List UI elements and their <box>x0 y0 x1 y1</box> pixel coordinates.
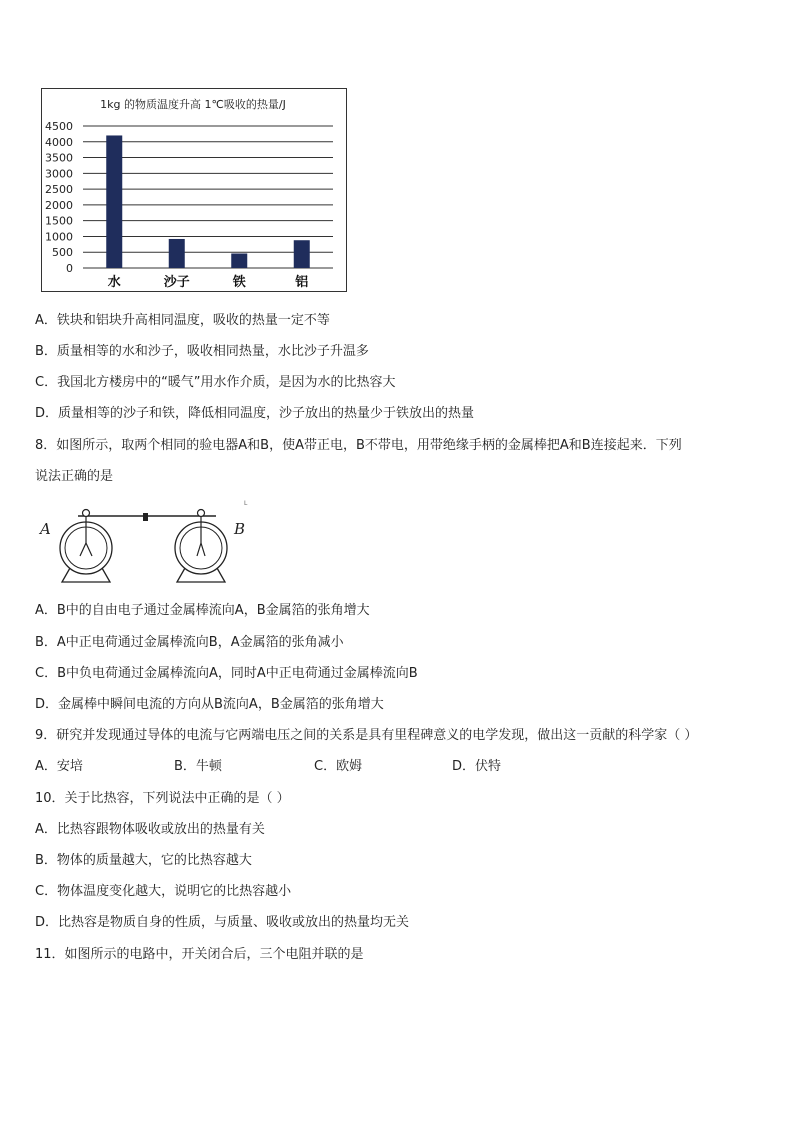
q8-stem-line1: 8．如图所示，取两个相同的验电器A和B，使A带正电，B不带电，用带绝缘手柄的金属棒把A和B连接起来．下列 <box>35 438 682 453</box>
category-label: 铁 <box>232 275 246 290</box>
q9-option-a: A．安培 <box>35 759 83 774</box>
q10-stem: 10．关于比热容，下列说法中正确的是（ ） <box>35 791 290 806</box>
q9-stem: 9．研究并发现通过导体的电流与它两端电压之间的关系是具有里程碑意义的电学发现，做出这一贡献的科学家（ ） <box>35 728 698 743</box>
y-tick-label: 3500 <box>45 151 73 165</box>
bar-1 <box>169 239 185 268</box>
q9-options <box>35 758 635 776</box>
q7-option-b: B．质量相等的水和沙子，吸收相同热量，水比沙子升温多 <box>35 344 369 359</box>
q9-option-d: D．伏特 <box>452 759 502 774</box>
q11-stem: 11．如图所示的电路中，开关闭合后，三个电阻并联的是 <box>35 947 364 962</box>
electroscope-b <box>175 510 227 583</box>
category-label: 沙子 <box>163 275 190 290</box>
q8-option-c: C．B中负电荷通过金属棒流向A，同时A中正电荷通过金属棒流向B <box>35 666 418 681</box>
specific-heat-bar-chart <box>41 88 347 292</box>
category-label: 铝 <box>295 275 309 290</box>
insulating-handle <box>143 513 148 521</box>
q9-option-c: C．欧姆 <box>314 759 363 774</box>
y-tick-label: 500 <box>52 246 73 260</box>
electroscope-a <box>60 510 112 583</box>
q7-option-a: A．铁块和铝块升高相同温度，吸收的热量一定不等 <box>35 313 330 328</box>
electroscope-a-label: A <box>40 520 51 538</box>
corner-mark: L <box>244 500 248 507</box>
y-tick-label: 0 <box>66 262 73 275</box>
bar-0 <box>106 135 122 268</box>
bar-3 <box>294 240 310 268</box>
bar-2 <box>231 253 247 268</box>
q10-option-a: A．比热容跟物体吸收或放出的热量有关 <box>35 822 265 837</box>
y-tick-label: 4500 <box>45 120 73 133</box>
q8-option-b: B．A中正电荷通过金属棒流向B，A金属箔的张角减小 <box>35 635 344 650</box>
y-tick-label: 1500 <box>45 214 73 228</box>
chart-title: 1kg 的物质温度升高 1℃吸收的热量/J <box>100 98 286 111</box>
y-tick-label: 4000 <box>45 135 73 149</box>
y-tick-label: 2000 <box>45 198 73 212</box>
q10-option-d: D．比热容是物质自身的性质，与质量、吸收或放出的热量均无关 <box>35 915 410 930</box>
q8-option-a: A．B中的自由电子通过金属棒流向A，B金属箔的张角增大 <box>35 603 370 618</box>
q7-option-d: D．质量相等的沙子和铁，降低相同温度，沙子放出的热量少于铁放出的热量 <box>35 406 475 421</box>
y-tick-label: 2500 <box>45 183 73 197</box>
q8-option-d: D．金属棒中瞬间电流的方向从B流向A，B金属箔的张角增大 <box>35 697 384 712</box>
q7-option-c: C．我国北方楼房中的“暖气”用水作介质，是因为水的比热容大 <box>35 375 396 390</box>
q10-option-c: C．物体温度变化越大，说明它的比热容越小 <box>35 884 292 899</box>
q8-stem-line2: 说法正确的是 <box>35 469 114 484</box>
category-label: 水 <box>107 275 121 290</box>
electroscope-b-label: B <box>234 520 246 538</box>
y-tick-label: 1000 <box>45 230 73 244</box>
electroscope-figure <box>36 498 256 590</box>
q10-option-b: B．物体的质量越大，它的比热容越大 <box>35 853 252 868</box>
y-tick-label: 3000 <box>45 167 73 181</box>
q9-option-b: B．牛顿 <box>174 759 222 774</box>
